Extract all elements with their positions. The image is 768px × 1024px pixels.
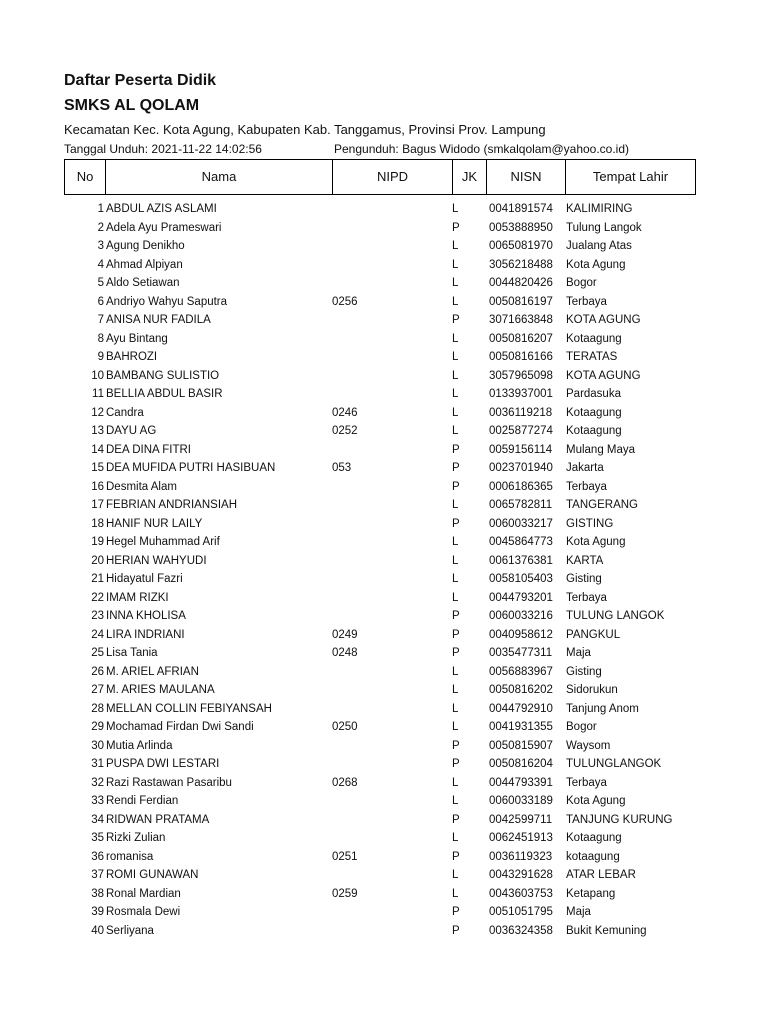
row-nipd: 0249 [332,628,358,641]
row-no: 29 [91,721,104,733]
header-nipd: NIPD [333,160,453,194]
row-nisn: 0041891574 [489,203,553,215]
row-no: 32 [91,776,104,789]
row-jk: L [452,665,459,678]
row-no: 31 [91,758,104,770]
row-nisn: 0025877274 [489,425,553,437]
table-row [0,626,768,645]
row-tempat-lahir: Terbaya [566,480,607,493]
row-nisn: 0044793391 [489,776,553,789]
table-row [0,348,768,367]
row-jk: L [452,554,459,567]
row-tempat-lahir: Terbaya [566,295,607,308]
row-jk: P [452,443,460,456]
table-row [0,552,768,571]
row-nisn: 0023701940 [489,462,553,474]
row-nisn: 0043291628 [489,869,553,881]
row-nisn: 0036324358 [489,924,553,937]
row-nisn: 0050816207 [489,332,553,345]
row-nisn: 0050815907 [489,739,553,752]
row-nama: Desmita Alam [106,480,177,493]
row-nipd: 0250 [332,721,358,733]
row-nama: HANIF NUR LAILY [106,517,203,530]
row-jk: P [452,850,460,863]
row-nisn: 0058105403 [489,573,553,585]
row-nama: Rizki Zulian [106,832,166,844]
row-no: 34 [91,813,104,826]
row-jk: P [452,480,460,493]
row-nipd: 0259 [332,887,358,900]
table-row [0,256,768,275]
row-nisn: 0044820426 [489,277,553,289]
row-nama: FEBRIAN ANDRIANSIAH [106,499,237,511]
header-nama: Nama [106,160,333,194]
header-tempat-lahir: Tempat Lahir [592,169,669,184]
row-no: 2 [97,221,104,234]
row-nisn: 0036119218 [489,406,553,419]
row-no: 9 [97,351,104,363]
row-nipd: 0246 [332,406,358,419]
row-jk: L [452,591,459,604]
table-row [0,848,768,867]
row-tempat-lahir: TANJUNG KURUNG [566,813,673,826]
row-tempat-lahir: TERATAS [566,351,618,363]
school-name: SMKS AL QOLAM [64,97,200,114]
table-row [0,811,768,830]
row-no: 8 [97,332,104,345]
row-jk: L [452,351,459,363]
row-nisn: 0050816197 [489,295,553,308]
row-nama: BAMBANG SULISTIO [106,369,220,382]
table-row [0,755,768,774]
table-row [0,607,768,626]
row-jk: P [452,758,460,770]
row-nama: Adela Ayu Prameswari [106,221,222,234]
table-row [0,496,768,515]
download-date: Tanggal Unduh: 2021-11-22 14:02:56 [64,142,262,156]
table-row [0,570,768,589]
row-no: 26 [91,665,104,678]
table-row [0,459,768,478]
row-no: 36 [91,850,104,863]
row-nisn: 0059156114 [489,443,553,456]
row-no: 20 [91,554,104,567]
row-no: 3 [97,240,104,252]
row-nisn: 0036119323 [489,850,553,863]
row-nisn: 0045864773 [489,536,553,548]
row-nisn: 0060033217 [489,517,553,530]
row-nisn: 0060033216 [489,610,553,622]
row-no: 33 [91,795,104,807]
table-row [0,681,768,700]
row-tempat-lahir: TANGERANG [566,499,638,511]
table-row [0,885,768,904]
table-row [0,903,768,922]
row-nisn: 0050816204 [489,758,553,770]
row-nama: ANISA NUR FADILA [106,314,211,326]
row-nama: Ayu Bintang [106,332,168,345]
row-jk: L [452,277,459,289]
row-nama: Ahmad Alpiyan [106,258,183,271]
row-jk: P [452,813,460,826]
row-no: 12 [91,406,104,419]
row-nama: ABDUL AZIS ASLAMI [106,203,217,215]
row-nama: PUSPA DWI LESTARI [106,758,220,770]
row-no: 10 [91,369,104,382]
row-no: 1 [97,203,104,215]
row-nipd: 0252 [332,425,358,437]
row-jk: L [452,295,459,308]
row-nisn: 0043603753 [489,887,553,900]
row-jk: L [452,832,459,844]
table-row [0,293,768,312]
row-nama: BAHROZI [106,351,158,363]
row-jk: L [452,702,459,715]
row-no: 39 [91,906,104,918]
row-nama: Razi Rastawan Pasaribu [106,776,232,789]
row-nama: Hegel Muhammad Arif [106,536,220,548]
table-row [0,441,768,460]
row-nama: M. ARIES MAULANA [106,684,215,696]
row-nama: Ronal Mardian [106,887,181,900]
row-no: 40 [91,924,104,937]
row-jk: L [452,258,459,271]
header-nisn: NISN [487,160,566,194]
row-nipd: 0268 [332,776,358,789]
row-tempat-lahir: Gisting [566,573,602,585]
row-jk: P [452,517,460,530]
row-jk: L [452,203,459,215]
row-tempat-lahir: KALIMIRING [566,203,633,215]
row-nisn: 0133937001 [489,388,553,400]
row-nisn: 0051051795 [489,906,553,918]
row-no: 6 [97,295,104,308]
row-no: 22 [91,591,104,604]
row-tempat-lahir: KOTA AGUNG [566,369,641,382]
table-row [0,700,768,719]
table-row [0,385,768,404]
row-nama: Andriyo Wahyu Saputra [106,295,228,308]
row-tempat-lahir: Terbaya [566,591,607,604]
row-jk: L [452,240,459,252]
row-nama: M. ARIEL AFRIAN [106,665,199,678]
row-no: 4 [97,258,104,271]
row-tempat-lahir: Jakarta [566,462,604,474]
row-jk: L [452,425,459,437]
row-jk: L [452,536,459,548]
row-tempat-lahir: GISTING [566,517,614,530]
row-tempat-lahir: Kotaagung [566,332,622,345]
row-jk: P [452,610,460,622]
row-no: 24 [91,628,104,641]
row-jk: P [452,462,460,474]
row-no: 27 [91,684,104,696]
row-no: 7 [97,314,104,326]
row-jk: L [452,499,459,511]
row-tempat-lahir: Mulang Maya [566,443,636,456]
row-nisn: 0042599711 [489,813,553,826]
row-nisn: 0061376381 [489,554,553,567]
row-nisn: 0062451913 [489,832,553,844]
row-nama: Rosmala Dewi [106,906,181,918]
table-row [0,200,768,219]
table-row [0,330,768,349]
row-nama: INNA KHOLISA [106,610,186,622]
row-no: 11 [92,388,104,400]
row-tempat-lahir: KOTA AGUNG [566,314,641,326]
row-no: 13 [91,425,104,437]
row-jk: P [452,628,460,641]
row-tempat-lahir: Ketapang [566,887,616,900]
row-no: 15 [91,462,104,474]
row-tempat-lahir: Jualang Atas [566,240,632,252]
row-tempat-lahir: Waysom [566,739,611,752]
row-no: 30 [91,739,104,752]
row-nama: Mochamad Firdan Dwi Sandi [106,721,254,733]
row-nipd: 0251 [332,850,358,863]
table-row [0,237,768,256]
table-row [0,219,768,238]
row-nama: Serliyana [106,924,154,937]
row-nama: HERIAN WAHYUDI [106,554,207,567]
table-row [0,792,768,811]
header-jk: JK [453,160,487,194]
row-jk: L [452,795,459,807]
location-line: Kecamatan Kec. Kota Agung, Kabupaten Kab. Tanggamus, Provinsi Prov. Lampung [64,122,546,137]
row-jk: L [452,721,459,733]
row-tempat-lahir: Kotaagung [566,425,622,437]
row-nisn: 3071663848 [489,314,553,326]
row-jk: L [452,406,459,419]
student-table-body [0,200,768,940]
row-no: 23 [91,610,104,622]
row-jk: L [452,332,459,345]
row-tempat-lahir: Gisting [566,665,602,678]
row-jk: L [452,776,459,789]
row-no: 28 [91,702,104,715]
row-nisn: 0006186365 [489,480,553,493]
table-row [0,422,768,441]
row-no: 25 [91,647,104,659]
row-nama: ROMI GUNAWAN [106,869,199,881]
table-row [0,866,768,885]
row-jk: L [452,887,459,900]
row-tempat-lahir: Bukit Kemuning [566,924,647,937]
row-nipd: 0248 [332,647,358,659]
row-nisn: 3057965098 [489,369,553,382]
downloader: Pengunduh: Bagus Widodo (smkalqolam@yahoo.co.id) [334,142,630,156]
row-jk: L [452,869,459,881]
row-nama: Lisa Tania [106,647,158,659]
row-nisn: 0050816202 [489,684,553,696]
table-row [0,533,768,552]
table-row [0,774,768,793]
row-tempat-lahir: Pardasuka [566,388,621,400]
row-nama: Mutia Arlinda [106,739,173,752]
row-nisn: 0060033189 [489,795,553,807]
row-nama: DAYU AG [106,425,157,437]
row-nama: DEA DINA FITRI [106,443,191,456]
table-row [0,737,768,756]
row-nama: Rendi Ferdian [106,795,179,807]
table-row [0,644,768,663]
table-row [0,922,768,941]
row-nisn: 0053888950 [489,221,553,234]
row-nisn: 0041931355 [489,721,553,733]
row-nama: IMAM RIZKI [106,591,169,604]
row-tempat-lahir: PANGKUL [566,628,621,641]
row-nisn: 0065782811 [489,499,553,511]
row-tempat-lahir: kotaagung [566,850,620,863]
table-row [0,367,768,386]
row-jk: P [452,924,460,937]
row-nisn: 3056218488 [489,258,553,271]
table-row [0,718,768,737]
row-tempat-lahir: Bogor [566,721,597,733]
row-no: 18 [91,517,104,530]
row-no: 35 [91,832,104,844]
row-jk: P [452,647,460,659]
row-jk: P [452,906,460,918]
row-nama: Agung Denikho [106,240,185,252]
document-title: Daftar Peserta Didik [64,72,217,89]
header-no: No [65,160,106,194]
row-nama: Hidayatul Fazri [106,573,183,585]
row-nisn: 0065081970 [489,240,553,252]
table-header [64,159,696,195]
row-no: 17 [91,499,104,511]
row-tempat-lahir: Kotaagung [566,406,622,419]
row-no: 38 [91,887,104,900]
table-row [0,829,768,848]
row-no: 19 [91,536,104,548]
row-jk: P [452,221,460,234]
row-nisn: 0044793201 [489,591,553,604]
row-nama: romanisa [106,850,154,863]
row-nisn: 0050816166 [489,351,553,363]
row-no: 37 [91,869,104,881]
table-row [0,663,768,682]
row-no: 21 [91,573,104,585]
row-tempat-lahir: KARTA [566,554,604,567]
row-no: 14 [91,443,104,456]
row-jk: P [452,739,460,752]
row-nama: DEA MUFIDA PUTRI HASIBUAN [106,462,276,474]
row-tempat-lahir: Maja [566,647,591,659]
row-no: 16 [91,480,104,493]
table-row [0,515,768,534]
row-tempat-lahir: Kotaagung [566,832,622,844]
row-tempat-lahir: ATAR LEBAR [566,869,636,881]
row-no: 5 [97,277,104,289]
row-nama: RIDWAN PRATAMA [106,813,210,826]
row-nama: Candra [106,406,144,419]
row-nama: LIRA INDRIANI [106,628,185,641]
table-row [0,404,768,423]
row-tempat-lahir: Maja [566,906,591,918]
row-nipd: 0256 [332,295,358,308]
row-tempat-lahir: TULUNGLANGOK [566,758,662,770]
row-tempat-lahir: Sidorukun [566,684,618,696]
table-row [0,311,768,330]
row-tempat-lahir: Tanjung Anom [566,702,639,715]
row-nama: MELLAN COLLIN FEBIYANSAH [106,702,272,715]
row-nipd: 053 [332,462,352,474]
row-tempat-lahir: Bogor [566,277,597,289]
download-info [64,142,630,156]
row-tempat-lahir: Terbaya [566,776,607,789]
row-jk: L [452,388,459,400]
row-nisn: 0044792910 [489,702,553,715]
row-nisn: 0035477311 [489,647,553,659]
row-jk: L [452,684,459,696]
row-nama: BELLIA ABDUL BASIR [106,388,223,400]
row-tempat-lahir: Tulung Langok [566,221,642,234]
row-jk: L [452,573,459,585]
row-jk: P [452,314,460,326]
row-tempat-lahir: Kota Agung [566,795,626,807]
row-nama: Aldo Setiawan [106,277,180,289]
table-row [0,589,768,608]
row-nisn: 0056883967 [489,665,553,678]
row-tempat-lahir: TULUNG LANGOK [566,610,665,622]
table-row [0,274,768,293]
row-nisn: 0040958612 [489,628,553,641]
row-tempat-lahir: Kota Agung [566,536,626,548]
table-row [0,478,768,497]
row-tempat-lahir: Kota Agung [566,258,626,271]
row-jk: L [452,369,459,382]
